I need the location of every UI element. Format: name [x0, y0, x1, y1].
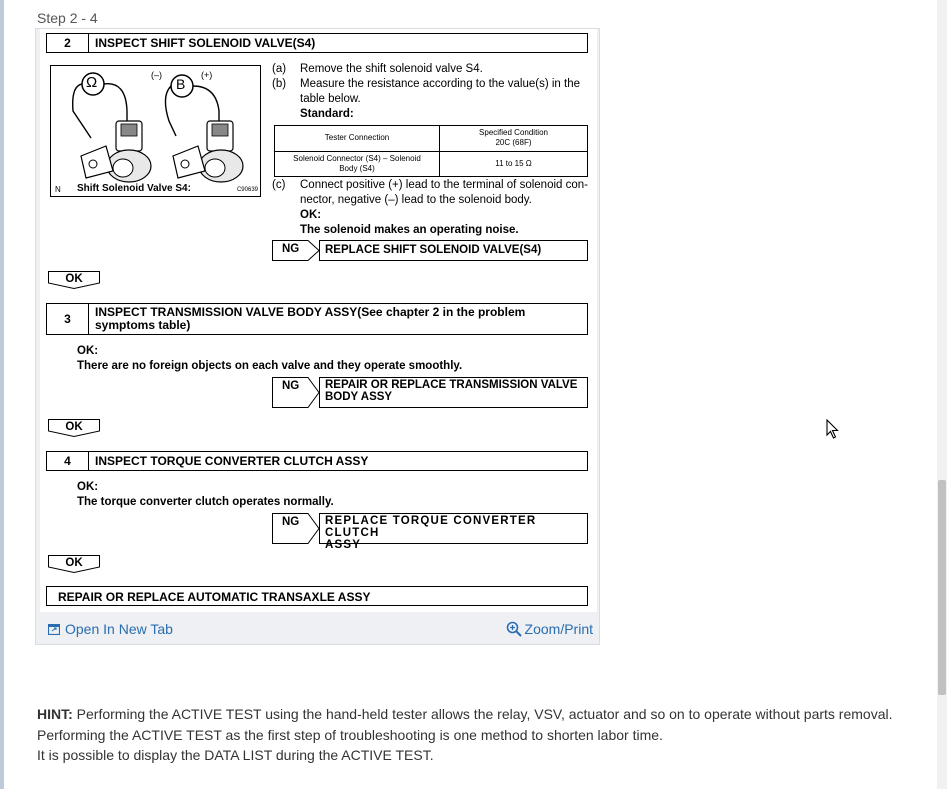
open-in-new-tab-link[interactable] — [48, 621, 173, 637]
spec-header-condition-line2: 20C (68F) — [495, 138, 532, 148]
step-2-ng-action: REPLACE SHIFT SOLENOID VALVE(S4) — [319, 240, 588, 261]
step-2-number: 2 — [47, 34, 89, 52]
step-3-title-line1: INSPECT TRANSMISSION VALVE BODY ASSY(See chapter 2 in the problem — [95, 305, 526, 319]
final-action-text: REPAIR OR REPLACE AUTOMATIC TRANSAXLE ASSY — [58, 590, 371, 604]
step-label: Step 2 - 4 — [37, 10, 98, 26]
step-2-ok-text: The solenoid makes an operating noise. — [300, 224, 519, 236]
step-4-ok-text: The torque converter clutch operates normally. — [77, 496, 334, 508]
step-2-ng-label: NG — [282, 243, 300, 255]
procedure-image-panel — [35, 28, 600, 645]
step-4-ng-action — [319, 513, 588, 551]
step-2-b-mark: (b) — [272, 78, 287, 90]
spec-cell-connection-line2: Body (S4) — [339, 163, 375, 173]
step-3-ng-branch — [272, 377, 588, 408]
ok-label-3: OK — [65, 557, 83, 569]
spec-header-condition — [440, 126, 588, 152]
step-2-c-mark: (c) — [272, 179, 286, 191]
spec-cell-connection-line1: Solenoid Connector (S4) – Solenoid — [293, 153, 421, 163]
hint-line-1: Performing the ACTIVE TEST using the hand-held tester allows the relay, VSV, actuator and so on to operate without parts removal. — [76, 706, 893, 722]
hint-label: HINT: — [37, 706, 73, 722]
figure-n-mark: N — [55, 185, 61, 194]
spec-header-tester-connection: Tester Connection — [275, 126, 440, 152]
resistance-spec-table — [274, 125, 588, 177]
step-3-ok-label: OK: — [77, 345, 99, 357]
ok-connector-2 — [48, 419, 100, 437]
zoom-icon — [506, 621, 522, 637]
spec-cell-value: 11 to 15 Ω — [440, 151, 588, 177]
step-2-standard-label: Standard: — [300, 108, 354, 120]
vertical-scrollbar[interactable] — [937, 0, 947, 789]
step-4-number: 4 — [47, 452, 89, 470]
step-3-header — [46, 303, 588, 335]
step-3-title — [95, 306, 583, 332]
step-3-title-line2: symptoms table) — [95, 318, 191, 332]
ok-connector-1 — [48, 271, 100, 289]
step-2-c-text-2: nector, negative (–) lead to the solenoid body. — [300, 194, 532, 206]
step-4-header — [46, 451, 588, 471]
step-3-ng-action — [319, 377, 588, 408]
open-in-new-tab-label: Open In New Tab — [65, 621, 173, 637]
scrollbar-thumb[interactable] — [938, 480, 946, 695]
step-4-ng-branch — [272, 513, 588, 551]
step-3-ng-action-line2: BODY ASSY — [325, 391, 393, 403]
panel-footer — [36, 618, 599, 642]
step-4-title: INSPECT TORQUE CONVERTER CLUTCH ASSY — [95, 454, 369, 468]
spec-header-condition-line1: Specified Condition — [479, 128, 548, 138]
zoom-print-link[interactable] — [506, 621, 593, 637]
solenoid-illustration — [51, 66, 260, 196]
spec-cell-connection — [275, 151, 440, 177]
final-action-box — [46, 586, 588, 606]
step-2-title: INSPECT SHIFT SOLENOID VALVE(S4) — [95, 36, 316, 50]
plus-terminal-label: (+) — [201, 70, 213, 80]
ohm-symbol: Ω — [86, 74, 98, 91]
step-2-b-text-1: Measure the resistance according to the value(s) in the — [300, 78, 580, 90]
step-3-ng-action-line1: REPAIR OR REPLACE TRANSMISSION VALVE — [325, 379, 578, 391]
step-2-b-text-2: table below. — [300, 93, 361, 105]
hint-paragraph — [37, 704, 917, 766]
zoom-print-label: Zoom/Print — [524, 621, 593, 637]
new-tab-icon — [48, 624, 60, 635]
step-2-header — [46, 33, 588, 53]
minus-terminal-label: (–) — [151, 70, 162, 80]
step-3-number: 3 — [47, 304, 89, 334]
step-2-c-text-1: Connect positive (+) lead to the terminal of solenoid con- — [300, 179, 588, 191]
step-3-ng-label: NG — [282, 380, 300, 392]
step-4-ok-label: OK: — [77, 481, 99, 493]
step-2-ng-branch — [272, 240, 588, 261]
mouse-cursor-icon — [826, 419, 840, 441]
step-3-ok-text: There are no foreign objects on each valve and they operate smoothly. — [77, 360, 463, 372]
procedure-document — [40, 29, 597, 612]
step-4-ng-action-line2: ASSY — [325, 539, 362, 551]
ok-label-1: OK — [65, 273, 83, 285]
step-2-ok-label: OK: — [300, 209, 322, 221]
step-4-ng-label: NG — [282, 516, 300, 528]
hint-line-3: It is possible to display the DATA LIST during the ACTIVE TEST. — [37, 747, 434, 763]
step-2-a-mark: (a) — [272, 63, 287, 75]
hint-line-2: Performing the ACTIVE TEST as the first step of troubleshooting is one method to shorten labor time. — [37, 726, 663, 743]
step-2-a-text: Remove the shift solenoid valve S4. — [300, 63, 483, 75]
left-edge-highlight — [0, 0, 4, 789]
ok-connector-3 — [48, 555, 100, 573]
ok-label-2: OK — [65, 421, 83, 433]
figure-caption: Shift Solenoid Valve S4: — [77, 183, 191, 194]
figure-code: C90639 — [236, 187, 258, 193]
battery-symbol: B — [176, 76, 186, 92]
solenoid-figure — [50, 65, 261, 197]
step-4-ng-action-line1: REPLACE TORQUE CONVERTER CLUTCH — [325, 515, 537, 539]
left-edge-bar — [0, 0, 4, 789]
